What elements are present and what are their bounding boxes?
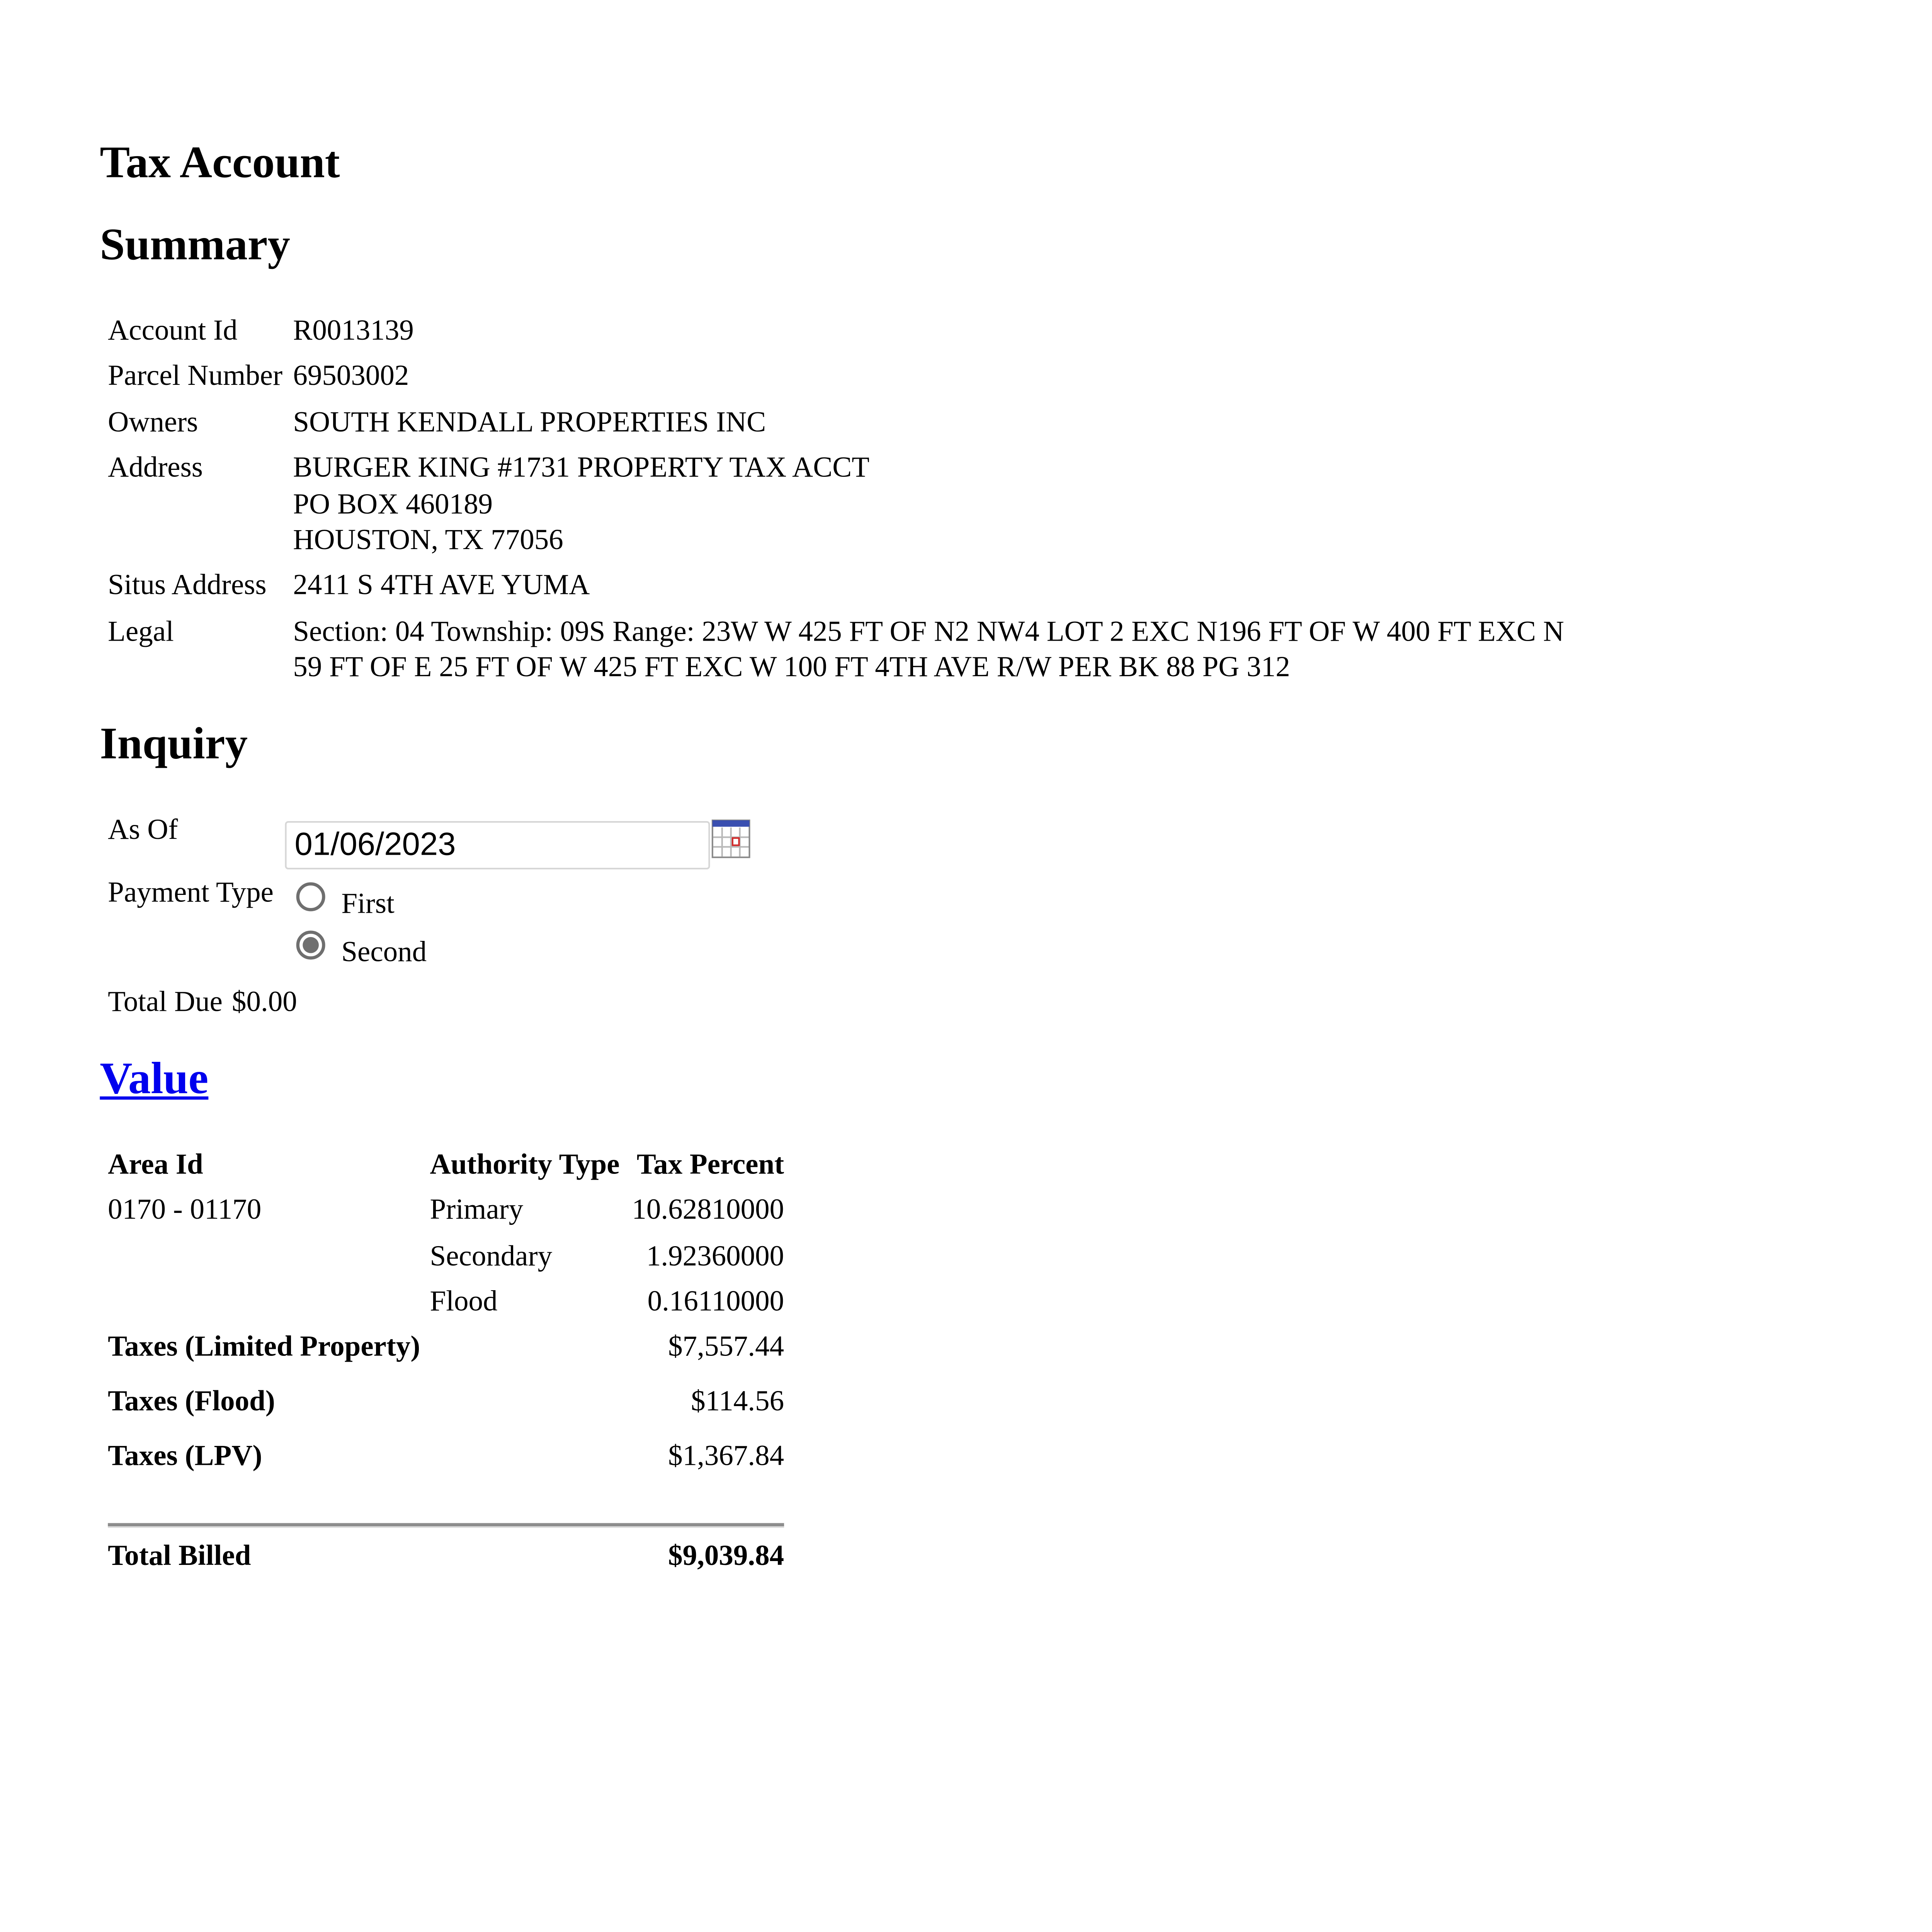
parcel-number-label: Parcel Number — [108, 359, 283, 391]
inquiry-heading: Inquiry — [100, 719, 248, 770]
tax-percent-primary: 10.62810000 — [632, 1193, 784, 1225]
tax-percent-header: Tax Percent — [636, 1148, 784, 1180]
authority-type-secondary: Secondary — [430, 1240, 553, 1272]
address-line-3: HOUSTON, TX 77056 — [293, 523, 563, 556]
as-of-date-input[interactable] — [285, 821, 710, 869]
total-billed-label: Total Billed — [108, 1539, 251, 1571]
page-title: Tax Account — [100, 138, 340, 189]
summary-heading: Summary — [100, 220, 290, 271]
calendar-icon[interactable] — [712, 820, 750, 858]
legal-line-2: 59 FT OF E 25 FT OF W 425 FT EXC W 100 FT 4TH AVE R/W PER BK 88 PG 312 — [293, 650, 1290, 683]
legal-label: Legal — [108, 615, 174, 648]
situs-address-value: 2411 S 4TH AVE YUMA — [293, 568, 590, 601]
authority-type-primary: Primary — [430, 1193, 524, 1225]
taxes-lpv-amount: $1,367.84 — [668, 1439, 784, 1472]
total-due-value: $0.00 — [232, 985, 297, 1018]
legal-line-1: Section: 04 Township: 09S Range: 23W W 425 FT OF N2 NW4 LOT 2 EXC N196 FT OF W 400 FT EXC N — [293, 615, 1564, 648]
payment-type-first-radio[interactable] — [296, 882, 325, 911]
taxes-flood-amount: $114.56 — [691, 1384, 784, 1417]
address-line-2: PO BOX 460189 — [293, 488, 493, 520]
owners-value: SOUTH KENDALL PROPERTIES INC — [293, 406, 766, 438]
payment-type-second-radio[interactable] — [296, 930, 325, 959]
value-link[interactable]: Value — [100, 1054, 209, 1105]
tax-percent-secondary: 1.92360000 — [646, 1240, 784, 1272]
payment-type-second-label[interactable]: Second — [341, 935, 427, 968]
total-divider — [108, 1523, 784, 1528]
account-id-label: Account Id — [108, 314, 238, 346]
account-id-value: R0013139 — [293, 314, 414, 346]
area-id-header: Area Id — [108, 1148, 203, 1180]
payment-type-label: Payment Type — [108, 876, 274, 908]
address-line-1: BURGER KING #1731 PROPERTY TAX ACCT — [293, 451, 870, 483]
owners-label: Owners — [108, 406, 198, 438]
authority-type-flood: Flood — [430, 1285, 498, 1317]
situs-address-label: Situs Address — [108, 568, 267, 601]
tax-percent-flood: 0.16110000 — [647, 1285, 784, 1317]
authority-type-header: Authority Type — [430, 1148, 620, 1180]
address-label: Address — [108, 451, 203, 483]
taxes-flood-label: Taxes (Flood) — [108, 1384, 275, 1417]
area-id-value: 0170 - 01170 — [108, 1193, 262, 1225]
total-billed-amount: $9,039.84 — [668, 1539, 784, 1571]
total-due-label: Total Due — [108, 985, 223, 1018]
payment-type-first-label[interactable]: First — [341, 887, 395, 920]
as-of-label: As Of — [108, 813, 178, 845]
taxes-limited-property-amount: $7,557.44 — [668, 1330, 784, 1362]
taxes-limited-property-label: Taxes (Limited Property) — [108, 1330, 420, 1362]
taxes-lpv-label: Taxes (LPV) — [108, 1439, 262, 1472]
parcel-number-value: 69503002 — [293, 359, 409, 391]
